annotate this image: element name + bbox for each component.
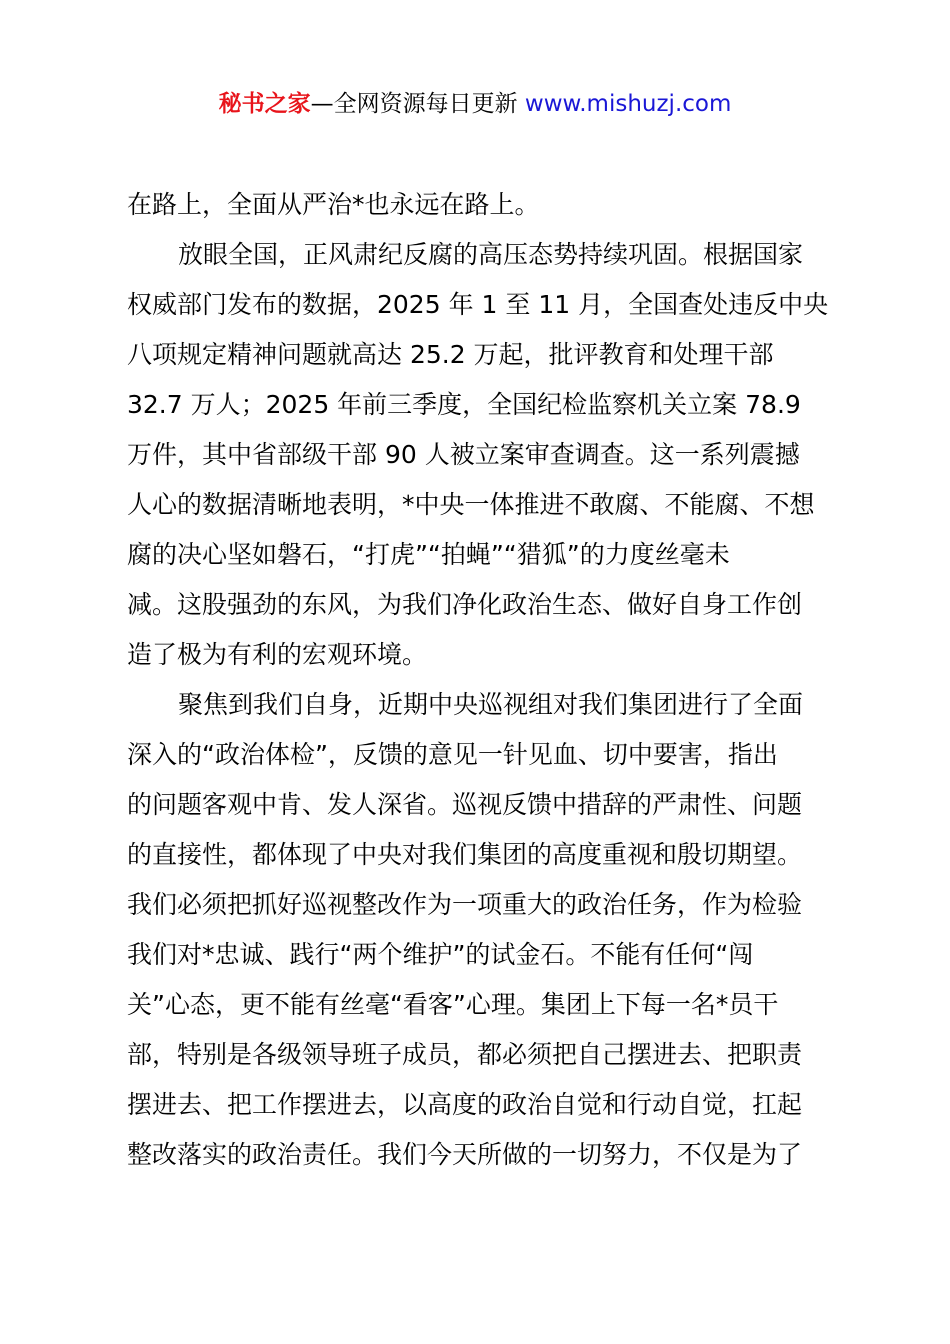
text-line: 在路上，全面从严治*也永远在路上。 xyxy=(127,190,540,219)
text-line: 减。这股强劲的东风，为我们净化政治生态、做好自身工作创 xyxy=(127,590,803,619)
text-line: 关”心态，更不能有丝毫“看客”心理。集团上下每一名*员干 xyxy=(127,990,779,1019)
text-line: 八项规定精神问题就高达 25.2 万起，批评教育和处理干部 xyxy=(127,340,774,369)
text-line: 我们对*忠诚、践行“两个维护”的试金石。不能有任何“闯 xyxy=(127,940,754,969)
document-body xyxy=(127,180,833,1180)
text-line: 摆进去、把工作摆进去，以高度的政治自觉和行动自觉，扛起 xyxy=(127,1090,803,1119)
text-line: 腐的决心坚如磐石，“打虎”“拍蝇”“猎狐”的力度丝毫未 xyxy=(127,540,730,569)
text-line: 的直接性，都体现了中央对我们集团的高度重视和殷切期望。 xyxy=(127,840,803,869)
site-header xyxy=(0,88,950,120)
text-line: 万件，其中省部级干部 90 人被立案审查调查。这一系列震撼 xyxy=(127,440,800,469)
brand-name: 秘书之家 xyxy=(218,91,311,117)
text-line: 我们必须把抓好巡视整改作为一项重大的政治任务，作为检验 xyxy=(127,890,803,919)
text-line: 的问题客观中肯、发人深省。巡视反馈中措辞的严肃性、问题 xyxy=(127,790,803,819)
header-tagline: —全网资源每日更新 xyxy=(310,91,525,117)
text-line: 整改落实的政治责任。我们今天所做的一切努力，不仅是为了 xyxy=(127,1140,803,1169)
text-line: 人心的数据清晰地表明，*中央一体推进不敢腐、不能腐、不想 xyxy=(127,490,815,519)
text-line: 深入的“政治体检”，反馈的意见一针见血、切中要害，指出 xyxy=(127,740,778,769)
text-line: 权威部门发布的数据，2025 年 1 至 11 月，全国查处违反中央 xyxy=(127,290,829,319)
paragraph-start-line: 聚焦到我们自身，近期中央巡视组对我们集团进行了全面 xyxy=(178,690,804,719)
site-url-link[interactable]: www.mishuzj.com xyxy=(524,91,732,117)
text-line: 造了极为有利的宏观环境。 xyxy=(127,640,428,669)
paragraph-start-line: 放眼全国，正风肃纪反腐的高压态势持续巩固。根据国家 xyxy=(178,240,804,269)
text-line: 部，特别是各级领导班子成员，都必须把自己摆进去、把职责 xyxy=(127,1040,803,1069)
text-line: 32.7 万人；2025 年前三季度，全国纪检监察机关立案 78.9 xyxy=(127,390,801,419)
